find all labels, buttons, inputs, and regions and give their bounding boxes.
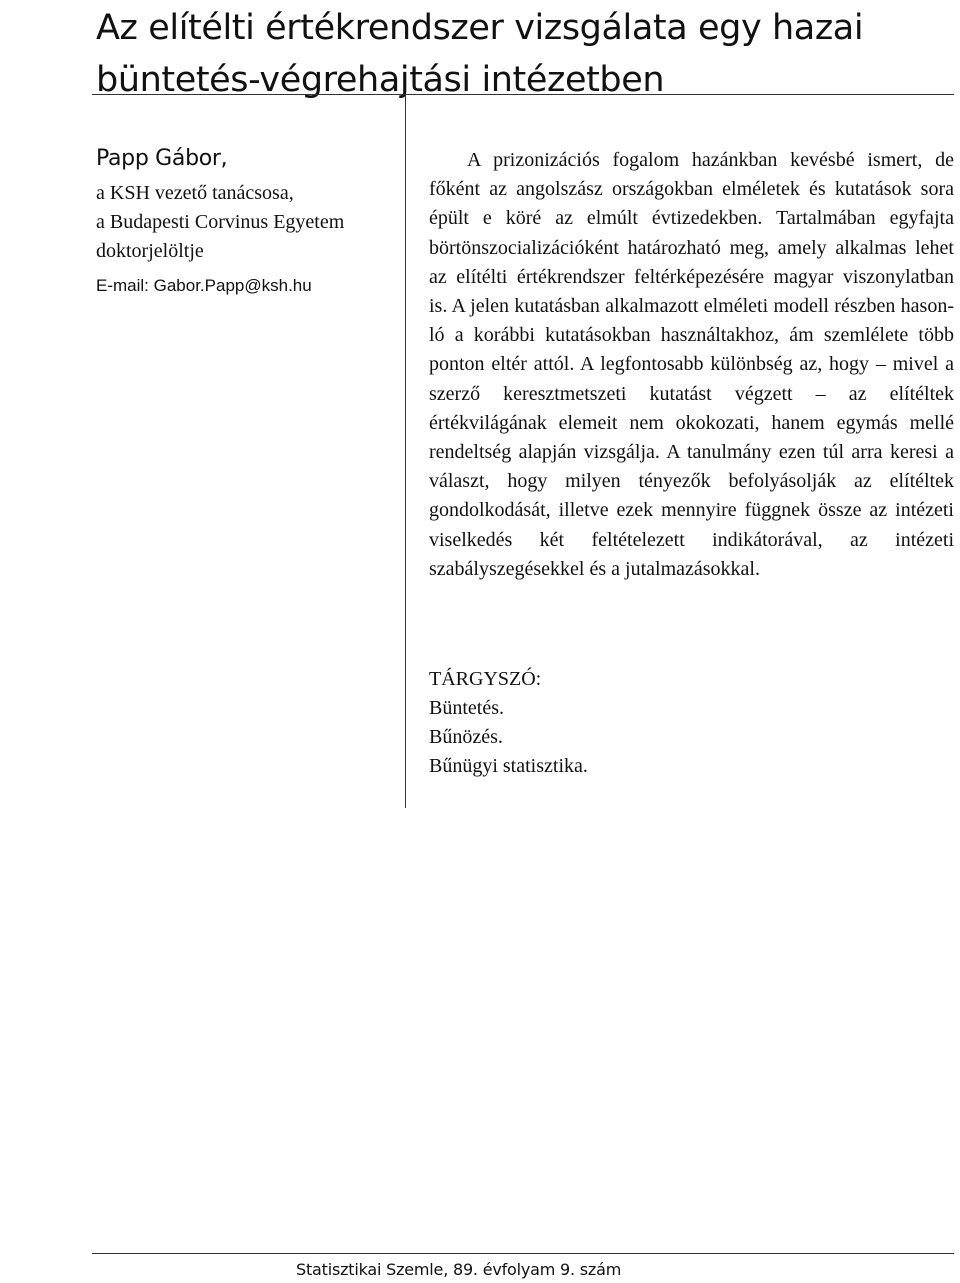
article-title [96,2,956,106]
title-divider [92,94,954,95]
author-affiliation-line-1: a KSH vezető tanácsosa, [96,182,294,204]
article-title-line-1: Az elítélti értékrendszer vizsgálata egy hazai [96,8,864,48]
keyword-item: Bűnözés. [429,726,503,748]
author-email: E-mail: Gabor.Papp@ksh.hu [96,276,312,295]
journal-footer: Statisztikai Szemle, 89. évfolyam 9. szám [296,1260,622,1279]
abstract-text: A prizonizációs fogalom hazánkban kevésbé ismert, de főként az angolszász országokban elméletek és kutatások sora épült e köré az elmúlt évtizedekben. Tartalmában egyfajta börtönszocializációként határozható meg, amely alkalmas lehet az elítélti értékrendszer feltérképezésére magyar viszonylatban is. A jelen kutatásban alkalmazott elméleti modell részben hasonló a korábbi kutatásokban használtakhoz, ám szemlélete több ponton eltér attól. A legfontosabb különbség az, hogy – mivel a szerző keresztmetszeti kutatást végzett – az elítéltek értékvilágának elemeit nem okokozati, hanem egymás mellé rendeltség alapján vizsgálja. A tanulmány ezen túl arra keresi a választ, hogy milyen tényezők befolyásolják az elítéltek gondolkodását, illetve ezek mennyire függnek össze az intézeti viselkedés két feltételezett indikátorával, az intézeti szabályszegésekkel és a jutalmazásokkal. [429,149,954,580]
column-divider [405,94,406,808]
author-block [96,145,396,300]
author-affiliation-line-3: doktorjelöltje [96,240,204,262]
keyword-item: Bűnügyi statisztika. [429,755,588,777]
keyword-item: Büntetés. [429,697,504,719]
keywords-heading: TÁRGYSZÓ: [429,668,542,690]
article-title-line-2: büntetés-végrehajtási intézetben [96,60,665,100]
footer-divider [92,1253,954,1254]
author-affiliation-line-2: a Budapesti Corvinus Egyetem [96,211,345,233]
author-name: Papp Gábor, [96,146,228,171]
keywords-block [429,665,829,781]
